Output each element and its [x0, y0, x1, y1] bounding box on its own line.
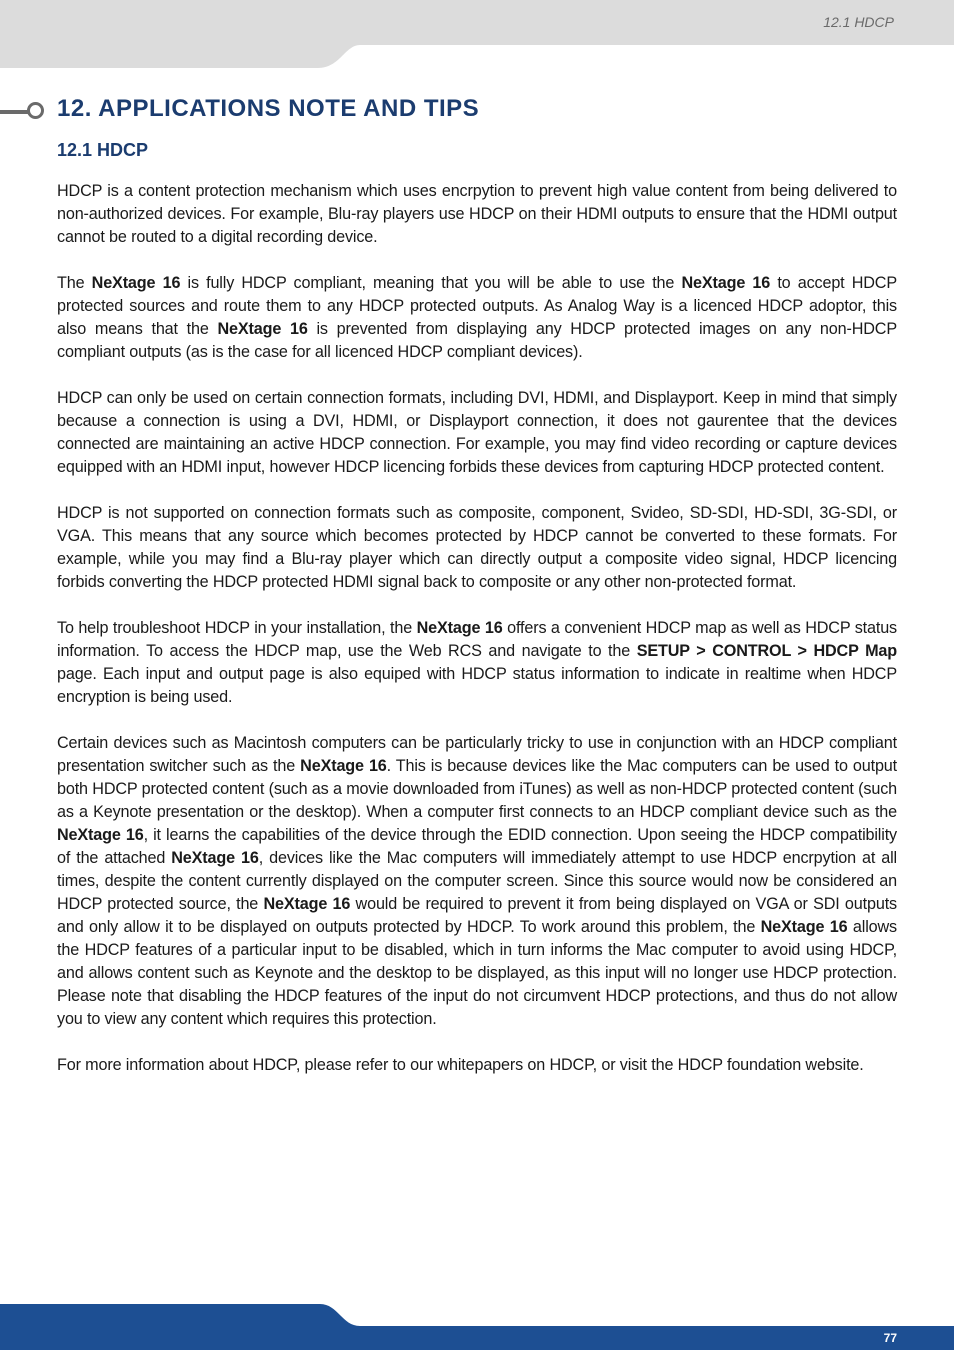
product-name: NeXtage 16: [57, 826, 144, 844]
title-ring-icon: [27, 102, 44, 119]
running-head: 12.1 HDCP: [823, 14, 894, 30]
paragraph-1: HDCP is a content protection mechanism which uses encrpytion to prevent high value content from being delivered to non-authorized devices. For example, Blu-ray players use HDCP on their HDMI outputs to ensure that the HDMI output cannot be routed to a digital recording device.: [57, 182, 897, 246]
product-name: NeXtage 16: [217, 320, 308, 338]
product-name: NeXtage 16: [300, 757, 387, 775]
menu-path: SETUP > CONTROL > HDCP Map: [636, 642, 897, 660]
paragraph-4: HDCP is not supported on connection formats such as composite, component, Svideo, SD-SDI, HD-SDI, 3G-SDI, or VGA. This means that any source which becomes protected by HDCP cannot be converted to these formats. For example, while you may find a Blu-ray player which can directly output a composite video signal, HDCP licencing forbids converting the HDCP protected HDMI signal back to composite or any other non-protected format.: [57, 504, 897, 591]
title-line-decoration: [0, 110, 30, 114]
product-name: NeXtage 16: [416, 619, 503, 637]
paragraph-7: For more information about HDCP, please refer to our whitepapers on HDCP, or visit the HDCP foundation website.: [57, 1056, 864, 1074]
paragraph-3: HDCP can only be used on certain connection formats, including DVI, HDMI, and Displayport. Keep in mind that simply because a connection is using a DVI, HDMI, or Displayport connection, it does not gaurentee that the devices connected are maintaining an active HDCP connection. For example, you may find video recording or capture devices equipped with an HDMI input, however HDCP licencing forbids these devices from capturing HDCP protected content.: [57, 389, 897, 476]
header-band: [0, 0, 954, 70]
product-name: NeXtage 16: [171, 849, 259, 867]
body-text: [57, 180, 897, 1100]
footer-band-shape: [0, 1304, 954, 1350]
product-name: NeXtage 16: [91, 274, 181, 292]
product-name: NeXtage 16: [263, 895, 351, 913]
paragraph-2: The NeXtage 16 is fully HDCP compliant, meaning that you will be able to use the NeXtage 16 to accept HDCP protected sources and route them to any HDCP protected outputs. As Analog Way is a licenced HDCP adoptor, this also means that the NeXtage 16 is prevented from displaying any HDCP protected images on any non-HDCP compliant outputs (as is the case for all licenced HDCP compliant devices).: [57, 274, 897, 361]
header-band-shape: [0, 0, 954, 68]
product-name: NeXtage 16: [760, 918, 848, 936]
chapter-title: 12. APPLICATIONS NOTE AND TIPS: [57, 95, 480, 122]
paragraph-6: Certain devices such as Macintosh computers can be particularly tricky to use in conjunction with an HDCP compliant presentation switcher such as the NeXtage 16. This is because devices like the Mac computers can be used to output both HDCP protected content (such as a movie downloaded from iTunes) as well as non-HDCP protected content (such as a Keynote presentation or the desktop). When a computer first connects to an HDCP compliant device such as the NeXtage 16, it learns the capabilities of the device through the EDID connection. Upon seeing the HDCP compatibility of the attached NeXtage 16, devices like the Mac computers will immediately attempt to use HDCP encrpytion at all times, despite the content currently displayed on the computer screen. Since this source would now be considered an HDCP protected source, the NeXtage 16 would be required to prevent it from being displayed on VGA or SDI outputs and only allow it to be displayed on outputs protected by HDCP. To work around this problem, the NeXtage 16 allows the HDCP features of a particular input to be disabled, which in turn informs the Mac computer to avoid using HDCP, and allows content such as Keynote and the desktop to be displayed, as this input will no longer use HDCP protection. Please note that disabling the HDCP features of the input do not circumvent HDCP protections, and thus do not allow you to view any content which requires this protection.: [57, 734, 898, 1028]
section-title: 12.1 HDCP: [57, 140, 149, 160]
page-number: 77: [883, 1331, 897, 1345]
product-name: NeXtage 16: [681, 274, 771, 292]
footer-band: [0, 1304, 954, 1350]
paragraph-5: To help troubleshoot HDCP in your installation, the NeXtage 16 offers a convenient HDCP map as well as HDCP status information. To access the HDCP map, use the Web RCS and navigate to the SETUP > CONTROL > HDCP Map page. Each input and output page is also equiped with HDCP status information to indicate in realtime when HDCP encryption is being used.: [57, 619, 897, 706]
